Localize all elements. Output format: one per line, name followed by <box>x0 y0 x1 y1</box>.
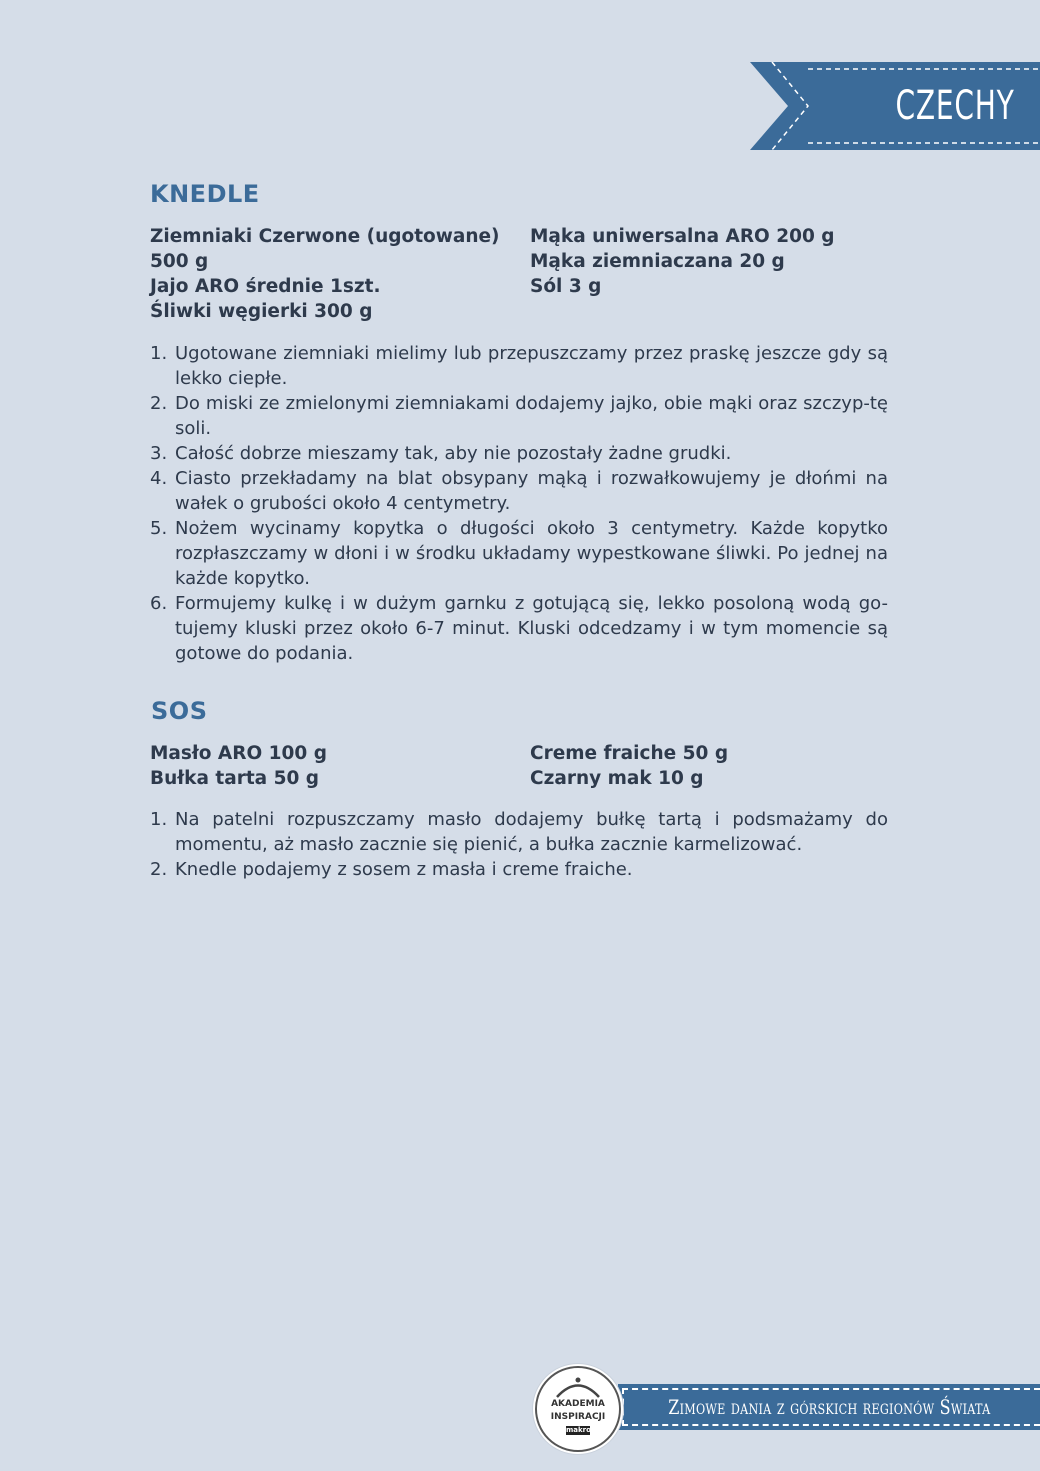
recipe-title: KNEDLE <box>150 180 260 208</box>
step-text: Całość dobrze mieszamy tak, aby nie pozostały żadne grudki. <box>175 443 732 464</box>
step-number: 2. <box>150 859 168 880</box>
ingredient-item: Bułka tarta 50 g <box>150 768 320 789</box>
step-number: 1. <box>150 343 168 364</box>
ingredient-item: Mąka ziemniaczana 20 g <box>530 251 785 272</box>
step-number: 5. <box>150 518 168 539</box>
sauce-ingredients-right <box>530 741 728 791</box>
step-text: Do miski ze zmielonymi ziemniakami dodajemy jajko, obie mąki oraz szczyp-tę soli. <box>175 393 888 439</box>
recipe-ingredients-right <box>530 224 835 299</box>
footer-title-text: Zimowe dania z górskich regionów Świata <box>667 1395 991 1419</box>
footer-title <box>618 1384 1040 1430</box>
ingredient-item: Masło ARO 100 g <box>150 743 327 764</box>
ingredient-item: Sól 3 g <box>530 276 602 297</box>
step-item <box>150 591 888 666</box>
cloche-icon <box>533 1364 623 1454</box>
ingredient-item: Śliwki węgierki 300 g <box>150 301 373 322</box>
country-title: CZECHY <box>895 83 1015 129</box>
ingredient-item: Mąka uniwersalna ARO 200 g <box>530 226 835 247</box>
step-text: Formujemy kulkę i w dużym garnku z gotującą się, lekko posoloną wodą go-tujemy kluski przez około 6-7 minut. Kluski odcedzamy i w tym momencie są gotowe do podania. <box>175 593 888 664</box>
step-number: 1. <box>150 809 168 830</box>
ingredient-item: Creme fraiche 50 g <box>530 743 729 764</box>
step-number: 6. <box>150 593 168 614</box>
step-item <box>150 391 888 441</box>
step-text: Na patelni rozpuszczamy masło dodajemy bułkę tartą i podsmażamy do momentu, aż masło zacznie się pienić, a bułka zacznie karmelizować. <box>175 809 888 855</box>
ingredient-item: 500 g <box>150 251 209 272</box>
akademia-inspiracji-logo <box>533 1364 623 1454</box>
logo-line2: INSPIRACJI <box>550 1412 606 1422</box>
step-text: Knedle podajemy z sosem z masła i creme fraiche. <box>175 859 633 880</box>
step-text: Ciasto przekładamy na blat obsypany mąką i rozwałkowujemy je dłońmi na wałek o grubości około 4 centymetry. <box>175 468 888 514</box>
step-item <box>150 466 888 516</box>
step-text: Nożem wycinamy kopytka o długości około 3 centymetry. Każde kopytko rozpłaszczamy w dłoni i w środku układamy wypestkowane śliwki. Po jednej na każde kopytko. <box>175 518 888 589</box>
step-item <box>150 341 888 391</box>
logo-line1: AKADEMIA <box>551 1399 605 1409</box>
step-number: 4. <box>150 468 168 489</box>
sauce-steps <box>150 807 888 882</box>
ingredient-item: Czarny mak 10 g <box>530 768 704 789</box>
sauce-title: SOS <box>151 697 208 725</box>
step-number: 2. <box>150 393 168 414</box>
step-number: 3. <box>150 443 168 464</box>
step-item <box>150 441 888 466</box>
sauce-ingredients-left <box>150 741 327 791</box>
step-text: Ugotowane ziemniaki mielimy lub przepuszczamy przez praskę jeszcze gdy są lekko ciepłe. <box>175 343 888 389</box>
step-item <box>150 857 888 882</box>
step-item <box>150 807 888 857</box>
step-item <box>150 516 888 591</box>
recipe-steps <box>150 341 888 666</box>
ingredient-item: Ziemniaki Czerwone (ugotowane) <box>150 226 500 247</box>
makro-badge: makro <box>566 1426 591 1434</box>
ingredient-item: Jajo ARO średnie 1szt. <box>150 276 381 297</box>
recipe-ingredients-left <box>150 224 500 324</box>
